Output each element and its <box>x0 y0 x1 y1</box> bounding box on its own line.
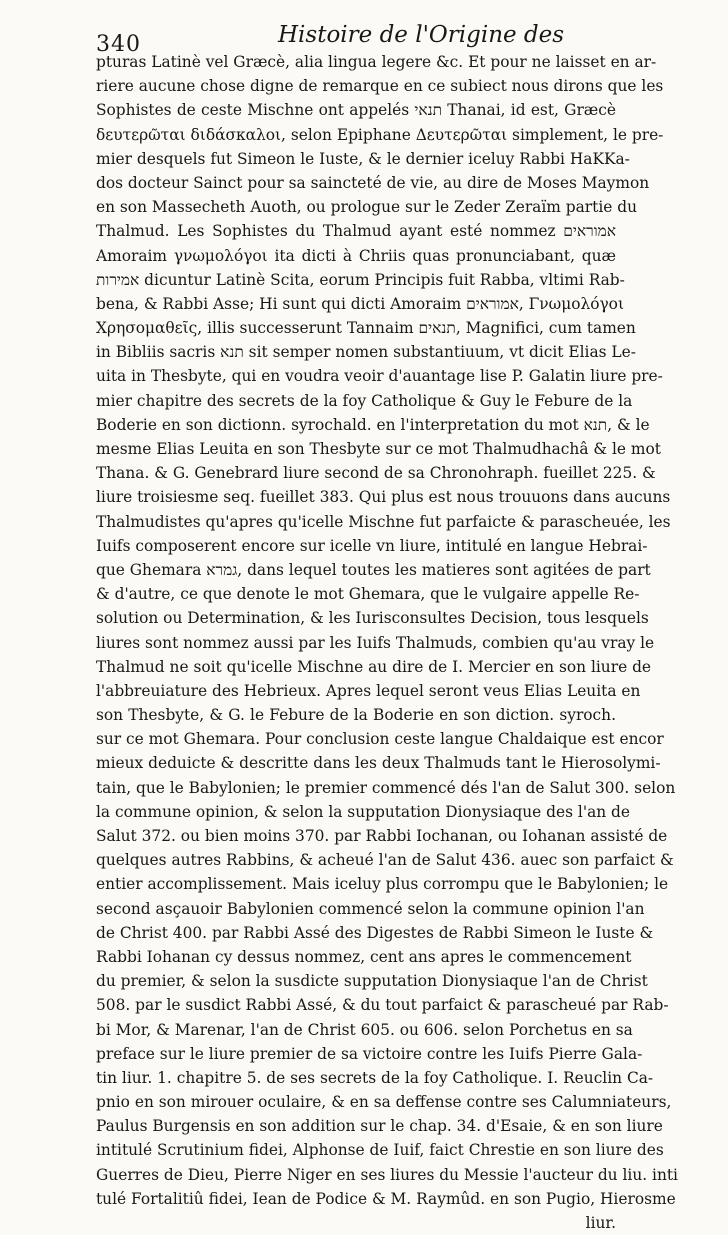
text-line: dos docteur Sainct pour sa saincteté de vie, au dire de Moses Maymon <box>96 173 650 192</box>
text-line: Boderie en son dictionn. syrochald. en l'interpretation du mot תנא, & le <box>96 415 650 434</box>
text-line: Thalmud ne soit qu'icelle Mischne au dire de I. Mercier en son liure de <box>96 657 652 676</box>
text-line: entier accomplissement. Mais iceluy plus corrompu que le Babylonien; le <box>96 875 669 894</box>
text-line: que Ghemara גמרא, dans lequel toutes les matieres sont agitées de part <box>96 560 651 579</box>
text-line: Amoraim γνωμολόγοι ita dicti à Chriis quas pronunciabant, quæ <box>96 246 616 265</box>
text-line: liure troisiesme seq. fueillet 383. Qui plus est nous trouuons dans aucuns <box>96 488 671 507</box>
text-line: Thalmudistes qu'apres qu'icelle Mischne fut parfaicte & parascheuée, les <box>96 512 671 531</box>
text-line: & d'autre, ce que denote le mot Ghemara, que le vulgaire appelle Re- <box>96 585 640 604</box>
text-line: Paulus Burgensis en son addition sur le chap. 34. d'Esaie, & en son liure <box>96 1117 663 1136</box>
text-line: intitulé Scrutinium fidei, Alphonse de Iuif, faict Chrestie en son liure des <box>96 1141 664 1160</box>
text-line: pturas Latinè vel Græcè, alia lingua legere &c. Et pour ne laisset en ar- <box>96 53 657 71</box>
text-line: Thalmud. Les Sophistes du Thalmud ayant esté nommez אמוראים <box>96 222 616 241</box>
text-line: uita in Thesbyte, qui en voudra veoir d'auantage lise P. Galatin liure pre- <box>96 367 663 386</box>
text-line: bena, & Rabbi Asse; Hi sunt qui dicti Amoraim אמוראים, Γνωμολόγοι <box>96 294 624 313</box>
text-line: son Thesbyte, & G. le Febure de la Boderie en son diction. syroch. <box>96 706 616 725</box>
text-line: tain, que le Babylonien; le premier commencé dés l'an de Salut 300. selon <box>96 778 676 797</box>
text-line: du premier, & selon la susdicte supputation Dionysiaque l'an de Christ <box>96 972 648 991</box>
text-line: second asçauoir Babylonien commencé selon la commune opinion l'an <box>96 899 645 918</box>
text-line: preface sur le liure premier de sa victoire contre les Iuifs Pierre Gala- <box>96 1044 643 1063</box>
text-line: Rabbi Iohanan cy dessus nommez, cent ans apres le commencement <box>96 947 632 966</box>
text-line: solution ou Determination, & les Iurisconsultes Decision, tous lesquels <box>96 609 649 628</box>
text-line: Χρησομαθεῖς, illis successerunt Tannaim תנאים, Magnifici, cum tamen <box>96 319 636 338</box>
text-line: δευτερῶται διδάσκαλοι, selon Epiphane Δευτερῶται simplement, le pre- <box>96 125 664 144</box>
text-line: la commune opinion, & selon la supputation Dionysiaque des l'an de <box>96 802 631 821</box>
text-line: bi Mor, & Marenar, l'an de Christ 605. ou 606. selon Porchetus en sa <box>96 1020 633 1039</box>
text-line: mieux deduicte & descritte dans les deux Thalmuds tant le Hierosolymi- <box>96 754 661 773</box>
text-line: mier desquels fut Simeon le Iuste, & le dernier iceluy Rabbi HaKKa- <box>96 149 630 168</box>
text-line: Iuifs composerent encore sur icelle vn liure, intitulé en langue Hebrai- <box>96 536 648 555</box>
body-text <box>96 50 678 1235</box>
text-line: riere aucune chose digne de remarque en ce subiect nous dirons que les <box>96 77 664 96</box>
text-line: pnio en son mirouer oculaire, & en sa deffense contre ses Calumniateurs, <box>96 1093 672 1112</box>
text-line: Guerres de Dieu, Pierre Niger en ses liures du Messie l'aucteur du liu. inti <box>96 1165 678 1184</box>
text-line: in Bibliis sacris תנא sit semper nomen substantiuum, vt dicit Elias Le- <box>96 343 636 362</box>
text-line: mesme Elias Leuita en son Thesbyte sur ce mot Thalmudhachâ & le mot <box>96 440 661 458</box>
running-title: Histoire de l'Origine des <box>278 22 565 48</box>
text-line: Salut 372. ou bien moins 370. par Rabbi Iochanan, ou Iohanan assisté de <box>96 827 668 845</box>
text-line: sur ce mot Ghemara. Pour conclusion ceste langue Chaldaique est encor <box>96 730 664 749</box>
text-line: en son Massecheth Auoth, ou prologue sur le Zeder Zeraïm partie du <box>96 198 638 217</box>
text-line: 508. par le susdict Rabbi Assé, & du tout parfaict & parascheué par Rab- <box>96 996 669 1015</box>
text-line: mier chapitre des secrets de la foy Catholique & Guy le Febure de la <box>96 391 633 410</box>
page-number: 340 <box>96 32 141 57</box>
text-line: l'abbreuiature des Hebrieux. Apres lequel seront veus Elias Leuita en <box>96 681 641 700</box>
text-line: tin liur. 1. chapitre 5. de ses secrets de la foy Catholique. I. Reuclin Ca- <box>96 1068 654 1087</box>
text-line: liures sont nommez aussi par les Iuifs Thalmuds, combien qu'au vray le <box>96 633 655 652</box>
page-header <box>80 22 640 57</box>
text-line: אמירות dicuntur Latinè Scita, eorum Principis fuit Rabba, vltimi Rab- <box>96 270 625 289</box>
text-line: Thana. & G. Genebrard liure second de sa Chronohraph. fueillet 225. & <box>96 464 656 483</box>
text-line: quelques autres Rabbins, & acheué l'an de Salut 436. auec son parfaict & <box>96 851 674 870</box>
text-line: tulé Fortalitiû fidei, Iean de Podice & M. Raymûd. en son Pugio, Hierosme <box>96 1189 676 1208</box>
text-line: de Christ 400. par Rabbi Assé des Digestes de Rabbi Simeon le Iuste & <box>96 923 654 942</box>
text-line: Sophistes de ceste Mischne ont appelés תנאי Thanai, id est, Græcè <box>96 101 617 120</box>
text-line: liur. <box>585 1214 616 1232</box>
